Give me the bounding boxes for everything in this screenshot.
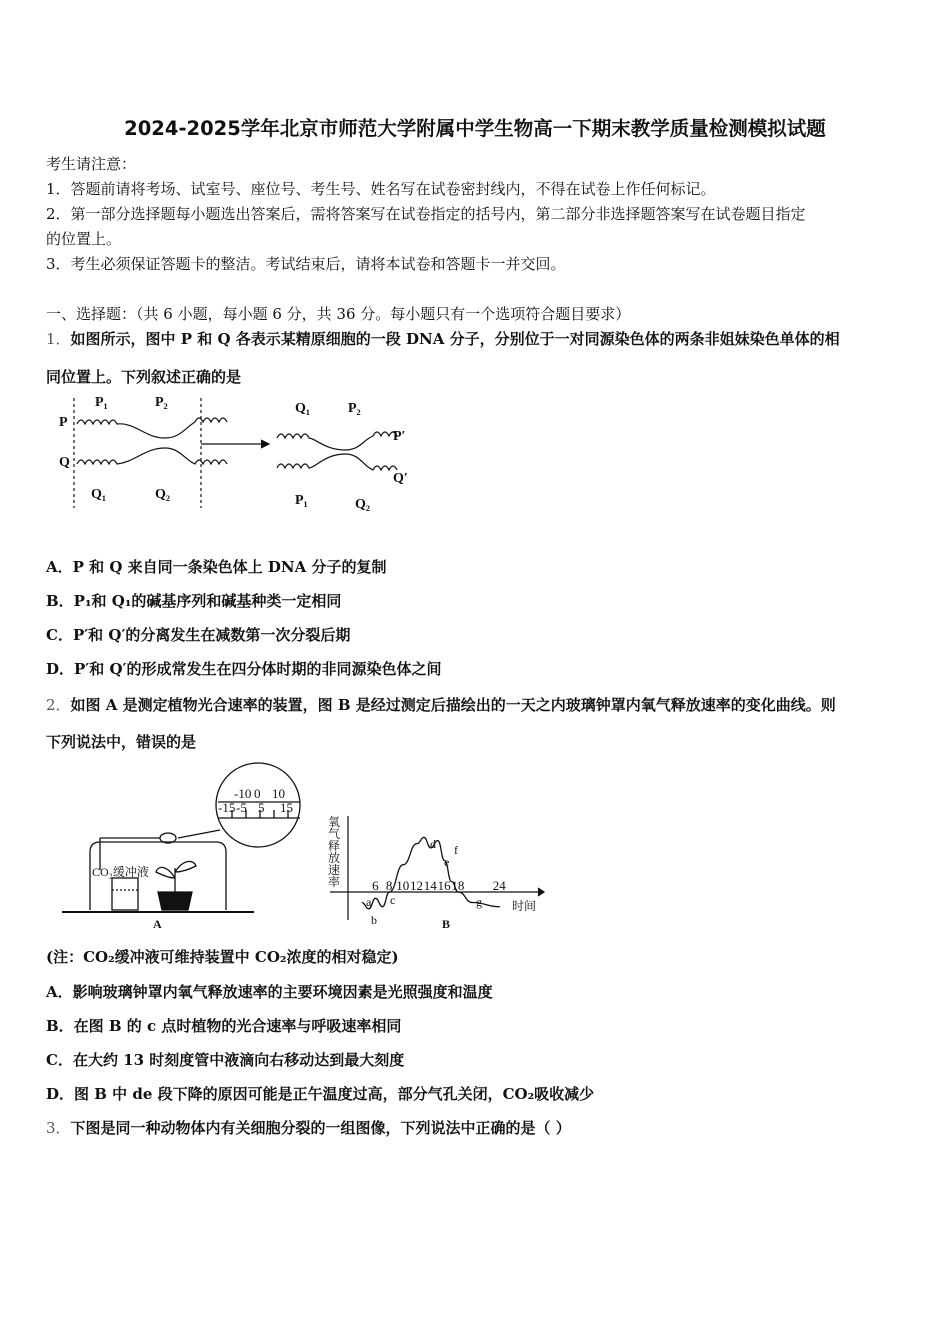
x-tick-label: 18 [451, 878, 465, 893]
scale-tick-10: 10 [272, 786, 285, 801]
q1-option-c: C．P′和 Q′的分离发生在减数第一次分裂后期 [46, 626, 351, 644]
label-P2-after: P₂ [348, 401, 361, 416]
question-3-stem-text: 下图是同一种动物体内有关细胞分裂的一组图像，下列说法中正确的是（ ） [70, 1119, 571, 1137]
label-P2: P₂ [155, 395, 168, 410]
notice-item-2-cont: 的位置上。 [46, 230, 122, 248]
question-number: 3． [46, 1119, 71, 1137]
scale-tick-neg5: -5 [236, 800, 247, 815]
q2-option-d: D．图 B 中 de 段下降的原因可能是正午温度过高，部分气孔关闭，CO₂吸收减少 [46, 1085, 595, 1103]
label-Q1-after: Q₁ [295, 401, 311, 416]
scale-tick-neg15: -15 [218, 800, 236, 815]
x-tick-label: 8 [385, 878, 393, 893]
x-tick-label: 14 [423, 878, 437, 893]
question-2-stem-line1: 如图 A 是测定植物光合速率的装置，图 B 是经过测定后描绘出的一天之内玻璃钟罩内氧气释放速率的变化曲线。则 [70, 696, 836, 714]
x-axis-label: 时间 [512, 899, 537, 913]
point-a: a [366, 895, 372, 909]
ylabel-char-4: 放 [328, 851, 341, 865]
ylabel-char-6: 率 [328, 875, 341, 889]
section-heading: 一、选择题：（共 6 小题，每小题 6 分，共 36 分。每小题只有一个选项符合题目要求） [46, 305, 631, 323]
question-1-stem [46, 328, 840, 349]
q2-note: (注：CO₂缓冲液可维持装置中 CO₂浓度的相对稳定) [46, 948, 399, 966]
label-P: P [59, 415, 68, 430]
point-g: g [476, 895, 482, 909]
label-Q1: Q₁ [91, 487, 107, 502]
point-b: b [371, 913, 377, 927]
page-title: 2024-2025学年北京市师范大学附属中学生物高一下期末教学质量检测模拟试题 [124, 117, 826, 140]
question-number: 1． [46, 330, 71, 348]
q2-option-b: B．在图 B 的 c 点时植物的光合速率与呼吸速率相同 [46, 1017, 402, 1035]
question-3-stem [46, 1117, 571, 1138]
ylabel-char-2: 气 [328, 827, 341, 841]
dna-crossover-figure [55, 390, 425, 520]
notice-item-3: 3．考生必须保证答题卡的整洁。考试结束后，请将本试卷和答题卡一并交回。 [46, 255, 566, 273]
label-Q2: Q₂ [155, 487, 171, 502]
notice-item-2: 2．第一部分选择题每小题选出答案后，需将答案写在试卷指定的括号内，第二部分非选择题答案写在试卷题目指定 [46, 205, 806, 223]
x-tick-label: 6 [372, 878, 379, 893]
q2-option-c: C．在大约 13 时刻度管中液滴向右移动达到最大刻度 [46, 1051, 405, 1069]
x-tick-label: 24 [492, 878, 506, 893]
x-tick-label: 10 [396, 878, 410, 893]
q1-option-b: B．P₁和 Q₁的碱基序列和碱基种类一定相同 [46, 592, 342, 610]
ylabel-char-5: 速 [328, 863, 341, 877]
figure-a-caption: A [153, 917, 162, 931]
label-P-prime: P′ [393, 429, 406, 444]
buffer-label: CO₂缓冲液 [92, 865, 149, 879]
figure-b-caption: B [442, 917, 451, 931]
x-tick-label: 12 [410, 878, 423, 893]
ylabel-char-1: 氧 [328, 815, 341, 829]
question-1-stem-line2: 同位置上。下列叙述正确的是 [46, 368, 242, 386]
q1-option-d: D．P′和 Q′的形成常发生在四分体时期的非同源染色体之间 [46, 660, 442, 678]
x-tick-label: 16 [437, 878, 451, 893]
scale-tick-15: 15 [280, 800, 293, 815]
q1-option-a: A．P 和 Q 来自同一条染色体上 DNA 分子的复制 [46, 558, 387, 576]
label-P1-after: P₁ [295, 493, 308, 508]
label-P1: P₁ [95, 395, 108, 410]
label-Q2-after: Q₂ [355, 497, 371, 512]
question-2-stem-line2: 下列说法中，错误的是 [46, 733, 197, 751]
label-Q-prime: Q′ [393, 471, 408, 486]
apparatus-figure [58, 760, 308, 935]
notice-item-1: 1．答题前请将考场、试室号、座位号、考生号、姓名写在试卷密封线内，不得在试卷上作任何标记。 [46, 180, 716, 198]
oxygen-rate-chart [320, 808, 555, 933]
q2-option-a: A．影响玻璃钟罩内氧气释放速率的主要环境因素是光照强度和温度 [46, 983, 493, 1001]
ylabel-char-3: 释 [328, 839, 341, 853]
question-number: 2． [46, 696, 71, 714]
label-Q: Q [59, 455, 70, 470]
point-f: f [454, 843, 458, 857]
notice-heading: 考生请注意： [46, 155, 137, 173]
scale-tick-0: 0 [254, 786, 261, 801]
point-e: e [444, 855, 450, 869]
scale-tick-5: 5 [258, 800, 265, 815]
question-2-stem [46, 694, 836, 715]
point-c: c [390, 893, 396, 907]
scale-tick-neg10: -10 [234, 786, 252, 801]
point-d: d [430, 837, 436, 851]
question-1-stem-line1: 如图所示，图中 P 和 Q 各表示某精原细胞的一段 DNA 分子，分别位于一对同源染色体的两条非姐妹染色单体的相 [70, 330, 840, 348]
